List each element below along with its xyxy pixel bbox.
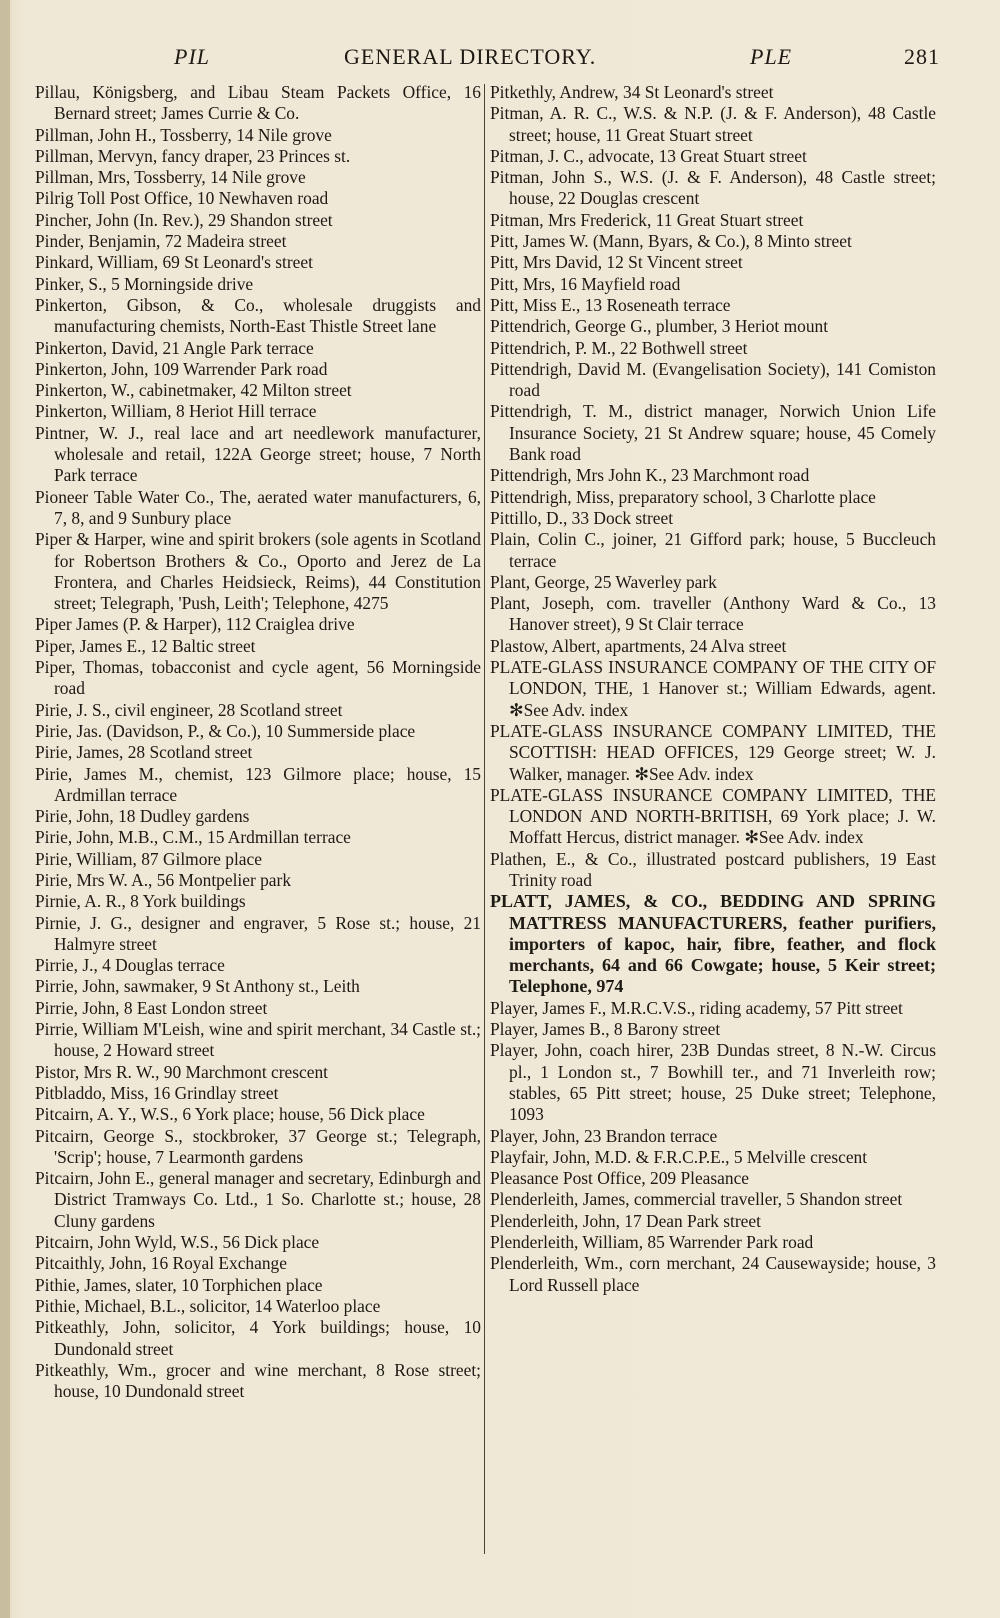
directory-entry: Pirie, James, 28 Scotland street <box>35 742 253 763</box>
directory-entry: Pirrie, John, 8 East London street <box>35 997 268 1018</box>
directory-entry: Pinkerton, John, 109 Warrender Park road <box>35 358 328 379</box>
directory-entry: Pirrie, John, sawmaker, 9 St Anthony st., Leith <box>35 976 360 997</box>
directory-entry: Pitkeathly, Wm., grocer and wine merchant, 8 Rose street; house, 10 Dundonald street <box>35 1359 481 1402</box>
directory-entry: Pirie, Jas. (Davidson, P., & Co.), 10 Summerside place <box>35 720 416 741</box>
directory-entry: Pilrig Toll Post Office, 10 Newhaven road <box>35 188 329 209</box>
directory-entry: Plenderleith, John, 17 Dean Park street <box>490 1210 761 1231</box>
directory-entry: Pillman, Mrs, Tossberry, 14 Nile grove <box>35 167 306 188</box>
left-column <box>35 82 481 1402</box>
directory-entry: Plathen, E., & Co., illustrated postcard publishers, 19 East Trinity road <box>490 848 936 890</box>
directory-entry: Pirnie, A. R., 8 York buildings <box>35 891 246 912</box>
page-number: 281 <box>904 44 940 69</box>
directory-entry: Plastow, Albert, apartments, 24 Alva street <box>490 635 787 656</box>
directory-entry: Pinkerton, Gibson, & Co., wholesale druggists and manufacturing chemists, North-East Thistle Street lane <box>35 294 481 337</box>
directory-entry: Pitman, A. R. C., W.S. & N.P. (J. & F. Anderson), 48 Castle street; house, 11 Great Stuart street <box>490 103 936 145</box>
directory-entry: Pitt, Miss E., 13 Roseneath terrace <box>490 294 731 315</box>
header-right: PLE <box>750 44 793 69</box>
directory-entry: Pitcaithly, John, 16 Royal Exchange <box>35 1253 287 1274</box>
directory-entry: Player, John, coach hirer, 23B Dundas street, 8 N.-W. Circus pl., 1 London st., 7 Bowhill ter., and 71 Inverleith row; stables, 65 Pitt street; house, 25 Duke street; Telephone, 1093 <box>490 1040 936 1125</box>
directory-entry: Pitcairn, A. Y., W.S., 6 York place; house, 56 Dick place <box>35 1104 425 1125</box>
directory-entry: Playfair, John, M.D. & F.R.C.P.E., 5 Melville crescent <box>490 1146 868 1167</box>
column-divider <box>484 84 485 1554</box>
directory-entry: Pinkard, William, 69 St Leonard's street <box>35 252 313 273</box>
header-title: GENERAL DIRECTORY. <box>344 44 597 69</box>
directory-entry: Pirie, John, 18 Dudley gardens <box>35 806 250 827</box>
directory-entry: Piper, James E., 12 Baltic street <box>35 635 256 656</box>
directory-entry: Pitt, Mrs David, 12 St Vincent street <box>490 252 743 273</box>
running-header <box>28 44 940 70</box>
directory-entry: Pillman, John H., Tossberry, 14 Nile grove <box>35 124 332 145</box>
directory-entry: Pinder, Benjamin, 72 Madeira street <box>35 231 287 252</box>
directory-entry: PLATE-GLASS INSURANCE COMPANY LIMITED, THE LONDON AND NORTH-BRITISH, 69 York place; J. W. Moffatt Hercus, district manager. ✻See Adv. index <box>490 784 936 848</box>
directory-entry: Pittendrigh, David M. (Evangelisation Society), 141 Comiston road <box>490 358 936 401</box>
header-left: PIL <box>174 44 210 69</box>
directory-entry: Piper James (P. & Harper), 112 Craiglea drive <box>35 614 355 635</box>
directory-entry: Plenderleith, Wm., corn merchant, 24 Causewayside; house, 3 Lord Russell place <box>490 1253 936 1295</box>
directory-entry: Pinkerton, William, 8 Heriot Hill terrace <box>35 401 317 422</box>
directory-entry: PLATE-GLASS INSURANCE COMPANY LIMITED, THE SCOTTISH: HEAD OFFICES, 129 George street; W. J. Walker, manager. ✻See Adv. index <box>490 720 936 784</box>
directory-entry: Pioneer Table Water Co., The, aerated water manufacturers, 6, 7, 8, and 9 Sunbury place <box>35 486 481 528</box>
directory-entry: Piper, Thomas, tobacconist and cycle agent, 56 Morningside road <box>35 657 481 699</box>
directory-entry: Pincher, John (In. Rev.), 29 Shandon street <box>35 209 333 230</box>
directory-entry: Pinkerton, David, 21 Angle Park terrace <box>35 337 314 358</box>
directory-entry: Pittendrich, George G., plumber, 3 Heriot mount <box>490 316 829 337</box>
directory-entry: Plenderleith, William, 85 Warrender Park road <box>490 1232 814 1253</box>
directory-entry: Pillman, Mervyn, fancy draper, 23 Princes st. <box>35 145 351 166</box>
directory-entry: Pirie, William, 87 Gilmore place <box>35 848 262 869</box>
directory-entry: Player, James F., M.R.C.V.S., riding academy, 57 Pitt street <box>490 997 903 1018</box>
directory-entry: Pinkerton, W., cabinetmaker, 42 Milton street <box>35 380 352 401</box>
directory-entry: Plenderleith, James, commercial traveller, 5 Shandon street <box>490 1189 903 1210</box>
directory-entry: Pirie, James M., chemist, 123 Gilmore place; house, 15 Ardmillan terrace <box>35 763 481 805</box>
directory-entry: Pittendrigh, Miss, preparatory school, 3 Charlotte place <box>490 486 876 507</box>
directory-entry: Pittillo, D., 33 Dock street <box>490 507 674 528</box>
directory-entry: Pitkethly, Andrew, 34 St Leonard's street <box>490 82 774 102</box>
directory-entry: Player, John, 23 Brandon terrace <box>490 1125 718 1146</box>
directory-entry: Pittendrigh, Mrs John K., 23 Marchmont road <box>490 465 810 486</box>
directory-entry: Plant, George, 25 Waverley park <box>490 571 717 592</box>
directory-entry: Piper & Harper, wine and spirit brokers (sole agents in Scotland for Robertson Brothers & Co., Oporto and Jerez de La Frontera, and Charles Heidsieck, Reims), 44 Constitution street; Telegraph, 'Push, Leith'; Telephone, 4275 <box>35 529 481 614</box>
directory-entry: Pirrie, William M'Leish, wine and spirit merchant, 34 Castle st.; house, 2 Howard street <box>35 1019 481 1061</box>
directory-entry: Pitkeathly, John, solicitor, 4 York buildings; house, 10 Dundonald street <box>35 1317 481 1359</box>
directory-entry: Pithie, James, slater, 10 Torphichen place <box>35 1274 323 1295</box>
directory-entry: Pitcairn, John Wyld, W.S., 56 Dick place <box>35 1232 320 1253</box>
page-spine <box>0 0 10 1618</box>
directory-entry: Pittendrigh, T. M., district manager, Norwich Union Life Insurance Society, 21 St Andrew square; house, 45 Comely Bank road <box>490 401 936 465</box>
directory-entry: Pitman, John S., W.S. (J. & F. Anderson), 48 Castle street; house, 22 Douglas crescent <box>490 167 936 209</box>
directory-entry: Pittendrich, P. M., 22 Bothwell street <box>490 337 748 358</box>
directory-entry: Pitt, Mrs, 16 Mayfield road <box>490 273 681 294</box>
right-column <box>490 82 936 1296</box>
directory-entry: Plain, Colin C., joiner, 21 Gifford park; house, 5 Buccleuch terrace <box>490 529 936 571</box>
directory-entry: PLATE-GLASS INSURANCE COMPANY OF THE CITY OF LONDON, THE, 1 Hanover st.; William Edwards, agent. ✻See Adv. index <box>490 657 936 720</box>
directory-entry: Pitman, Mrs Frederick, 11 Great Stuart street <box>490 209 804 230</box>
directory-entry: Pirnie, J. G., designer and engraver, 5 Rose st.; house, 21 Halmyre street <box>35 912 481 954</box>
directory-entry: Pinker, S., 5 Morningside drive <box>35 273 254 294</box>
directory-entry: Plant, Joseph, com. traveller (Anthony Ward & Co., 13 Hanover street), 9 St Clair terrace <box>490 593 936 635</box>
directory-entry: Pirrie, J., 4 Douglas terrace <box>35 955 225 976</box>
directory-entry: Pitman, J. C., advocate, 13 Great Stuart street <box>490 145 807 166</box>
directory-entry: Pitcairn, John E., general manager and secretary, Edinburgh and District Tramways Co. Ltd., 1 So. Charlotte st.; house, 28 Cluny gardens <box>35 1168 481 1231</box>
directory-entry: Player, James B., 8 Barony street <box>490 1019 721 1040</box>
directory-entry: Pitbladdo, Miss, 16 Grindlay street <box>35 1082 279 1103</box>
directory-entry: Pleasance Post Office, 209 Pleasance <box>490 1168 750 1189</box>
directory-entry: Pithie, Michael, B.L., solicitor, 14 Waterloo place <box>35 1295 381 1316</box>
directory-entry: Pitt, James W. (Mann, Byars, & Co.), 8 Minto street <box>490 231 852 252</box>
directory-entry: Pirie, J. S., civil engineer, 28 Scotland street <box>35 699 343 720</box>
directory-entry: Pistor, Mrs R. W., 90 Marchmont crescent <box>35 1061 328 1082</box>
directory-entry: Pitcairn, George S., stockbroker, 37 George st.; Telegraph, 'Scrip'; house, 7 Learmonth gardens <box>35 1125 481 1167</box>
directory-entry: Pillau, Königsberg, and Libau Steam Packets Office, 16 Bernard street; James Currie & Co. <box>35 82 481 124</box>
directory-entry: Pirie, Mrs W. A., 56 Montpelier park <box>35 869 292 890</box>
directory-entry: Pirie, John, M.B., C.M., 15 Ardmillan terrace <box>35 827 351 848</box>
directory-entry: Pintner, W. J., real lace and art needlework manufacturer, wholesale and retail, 122A George street; house, 7 North Park terrace <box>35 422 481 486</box>
directory-entry-featured: PLATT, JAMES, & CO., BEDDING AND SPRING MATTRESS MANUFACTURERS, feather purifiers, importers of kapoc, hair, fibre, feather, and flock merchants, 64 and 66 Cowgate; house, 5 Keir street; Telephone, 974 <box>490 891 936 997</box>
